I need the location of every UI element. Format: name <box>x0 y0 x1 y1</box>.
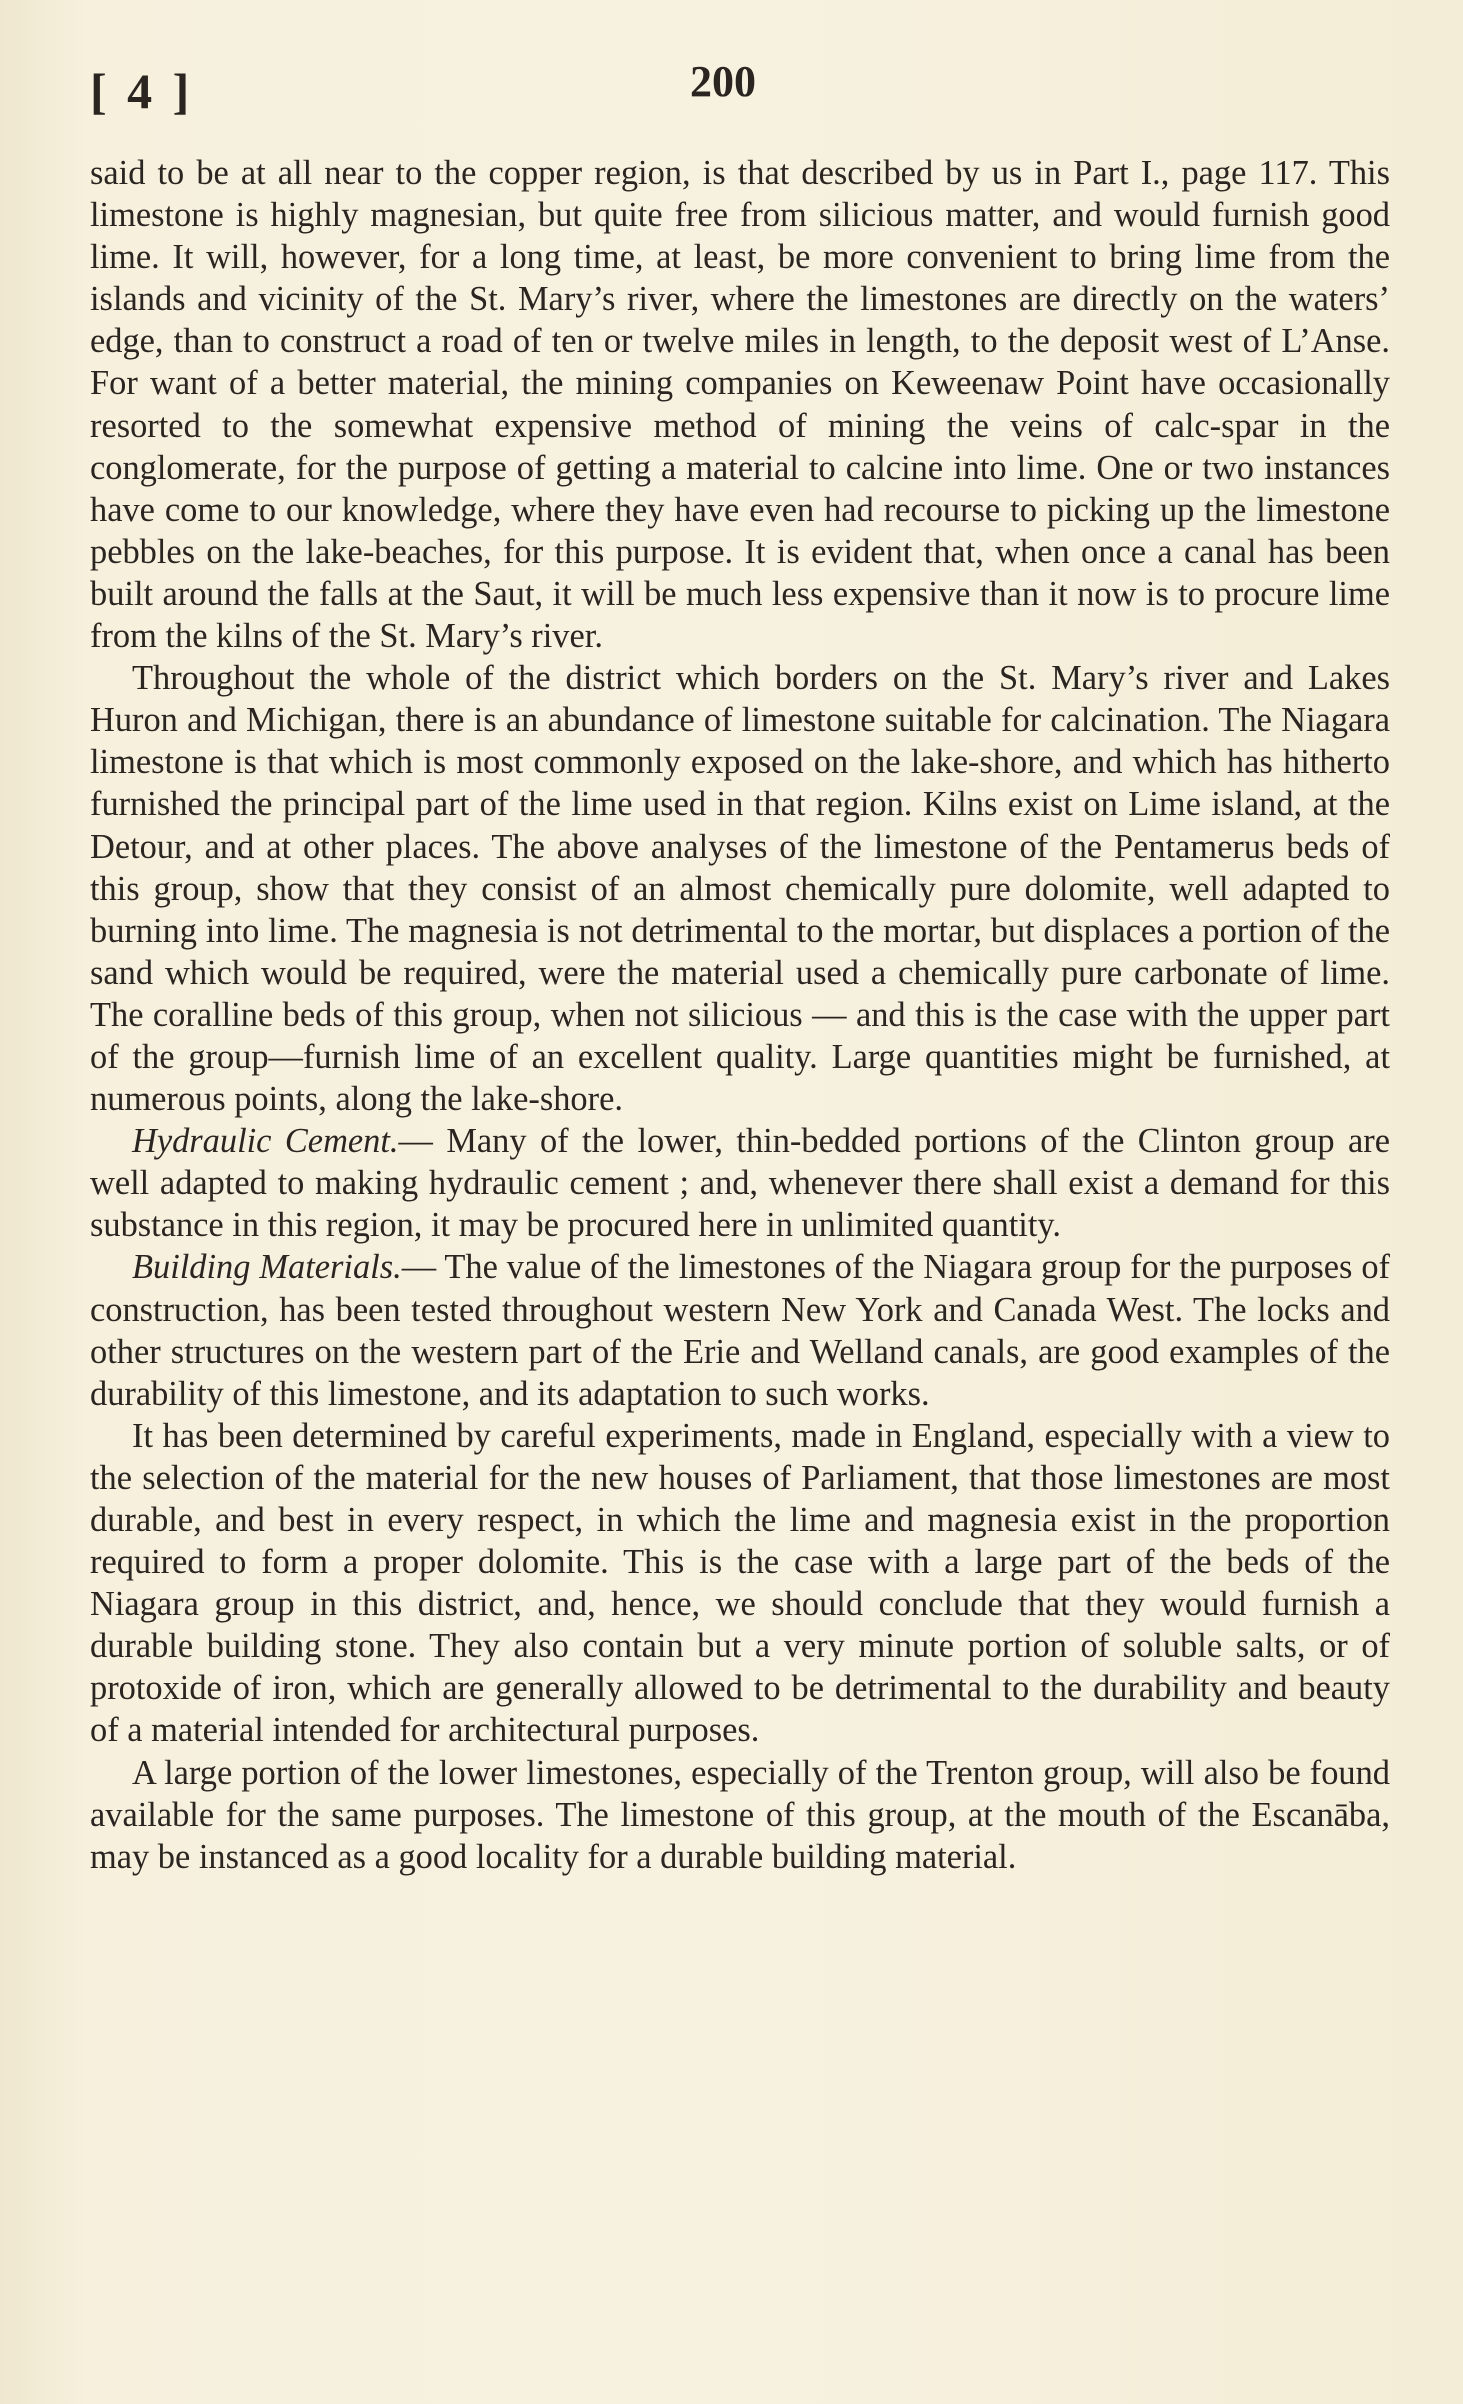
page-header <box>90 52 1373 122</box>
paragraph-3-text: — Many of the lower, thin-bedded portions of the Clinton group are well adapted to making hydraulic cement ; and, whenever there shall exist a demand for this substance in this region, it may be procured here in unlimited quantity. <box>90 1122 1390 1245</box>
paragraph-6 <box>90 1752 1390 1878</box>
paragraph-4-text: — The value of the limestones of the Niagara group for the purposes of construction, has been tested throughout western New York and Canada West. The locks and other structures on the western part of the Erie and Welland canals, are good examples of the durability of this limestone, and its adaptation to such works. <box>90 1248 1390 1413</box>
paragraph-5 <box>90 1415 1390 1752</box>
paragraph-building-materials <box>90 1246 1390 1414</box>
page-number: 200 <box>690 57 756 106</box>
paragraph-2-text: Throughout the whole of the district which borders on the St. Mary’s river and Lakes Huron and Michigan, there is an abundance of limestone suitable for calcination. The Niagara limestone is that which is most commonly exposed on the lake-shore, and which has hitherto furnished the principal part of the lime used in that region. Kilns exist on Lime island, at the Detour, and at other places. The above analyses of the limestone of the Pentamerus beds of this group, show that they consist of an almost chemically pure dolomite, well adapted to burning into lime. The magnesia is not detrimental to the mortar, but displaces a portion of the sand which would be required, were the material used a chemically pure carbonate of lime. The coralline beds of this group, when not silicious — and this is the case with the upper part of the group—furnish lime of an excellent quality. Large quantities might be furnished, at numerous points, along the lake-shore. <box>90 659 1390 1119</box>
paragraph-6-text: A large portion of the lower limestones, especially of the Trenton group, will also be found available for the same purposes. The limestone of this group, at the mouth of the Escanāba, may be instanced as a good locality for a durable building material. <box>90 1753 1390 1876</box>
section-heading-building-materials: Building Materials. <box>132 1248 402 1287</box>
paragraph-1 <box>90 152 1390 657</box>
paragraph-5-text: It has been determined by careful experiments, made in England, especially with a view to the selection of the material for the new houses of Parliament, that those limestones are most durable, and best in every respect, in which the lime and magnesia exist in the proportion required to form a proper dolomite. This is the case with a large part of the beds of the Niagara group in this district, and, hence, we should conclude that they would furnish a durable building stone. They also contain but a very minute portion of soluble salts, or of protoxide of iron, which are generally allowed to be detrimental to the durability and beauty of a material intended for architectural purposes. <box>90 1416 1390 1750</box>
paragraph-1-text: said to be at all near to the copper region, is that described by us in Part I., page 117. This limestone is highly magnesian, but quite free from silicious matter, and would furnish good lime. It will, however, for a long time, at least, be more convenient to bring lime from the islands and vicinity of the St. Mary’s river, where the limestones are directly on the waters’ edge, than to construct a road of ten or twelve miles in length, to the deposit west of L’Anse. For want of a better material, the mining companies on Keweenaw Point have occasionally resorted to the somewhat expensive method of mining the veins of calc-spar in the conglomerate, for the purpose of getting a material to calcine into lime. One or two instances have come to our knowledge, where they have even had recourse to picking up the limestone pebbles on the lake-beaches, for this purpose. It is evident that, when once a canal has been built around the falls at the Saut, it will be much less expensive than it now is to procure lime from the kilns of the St. Mary’s river. <box>90 154 1390 656</box>
section-heading-hydraulic-cement: Hydraulic Cement. <box>132 1122 399 1161</box>
paragraph-hydraulic-cement <box>90 1120 1390 1246</box>
signature-mark: [ 4 ] <box>90 63 194 119</box>
body-text <box>90 152 1390 1878</box>
paragraph-2 <box>90 657 1390 1120</box>
